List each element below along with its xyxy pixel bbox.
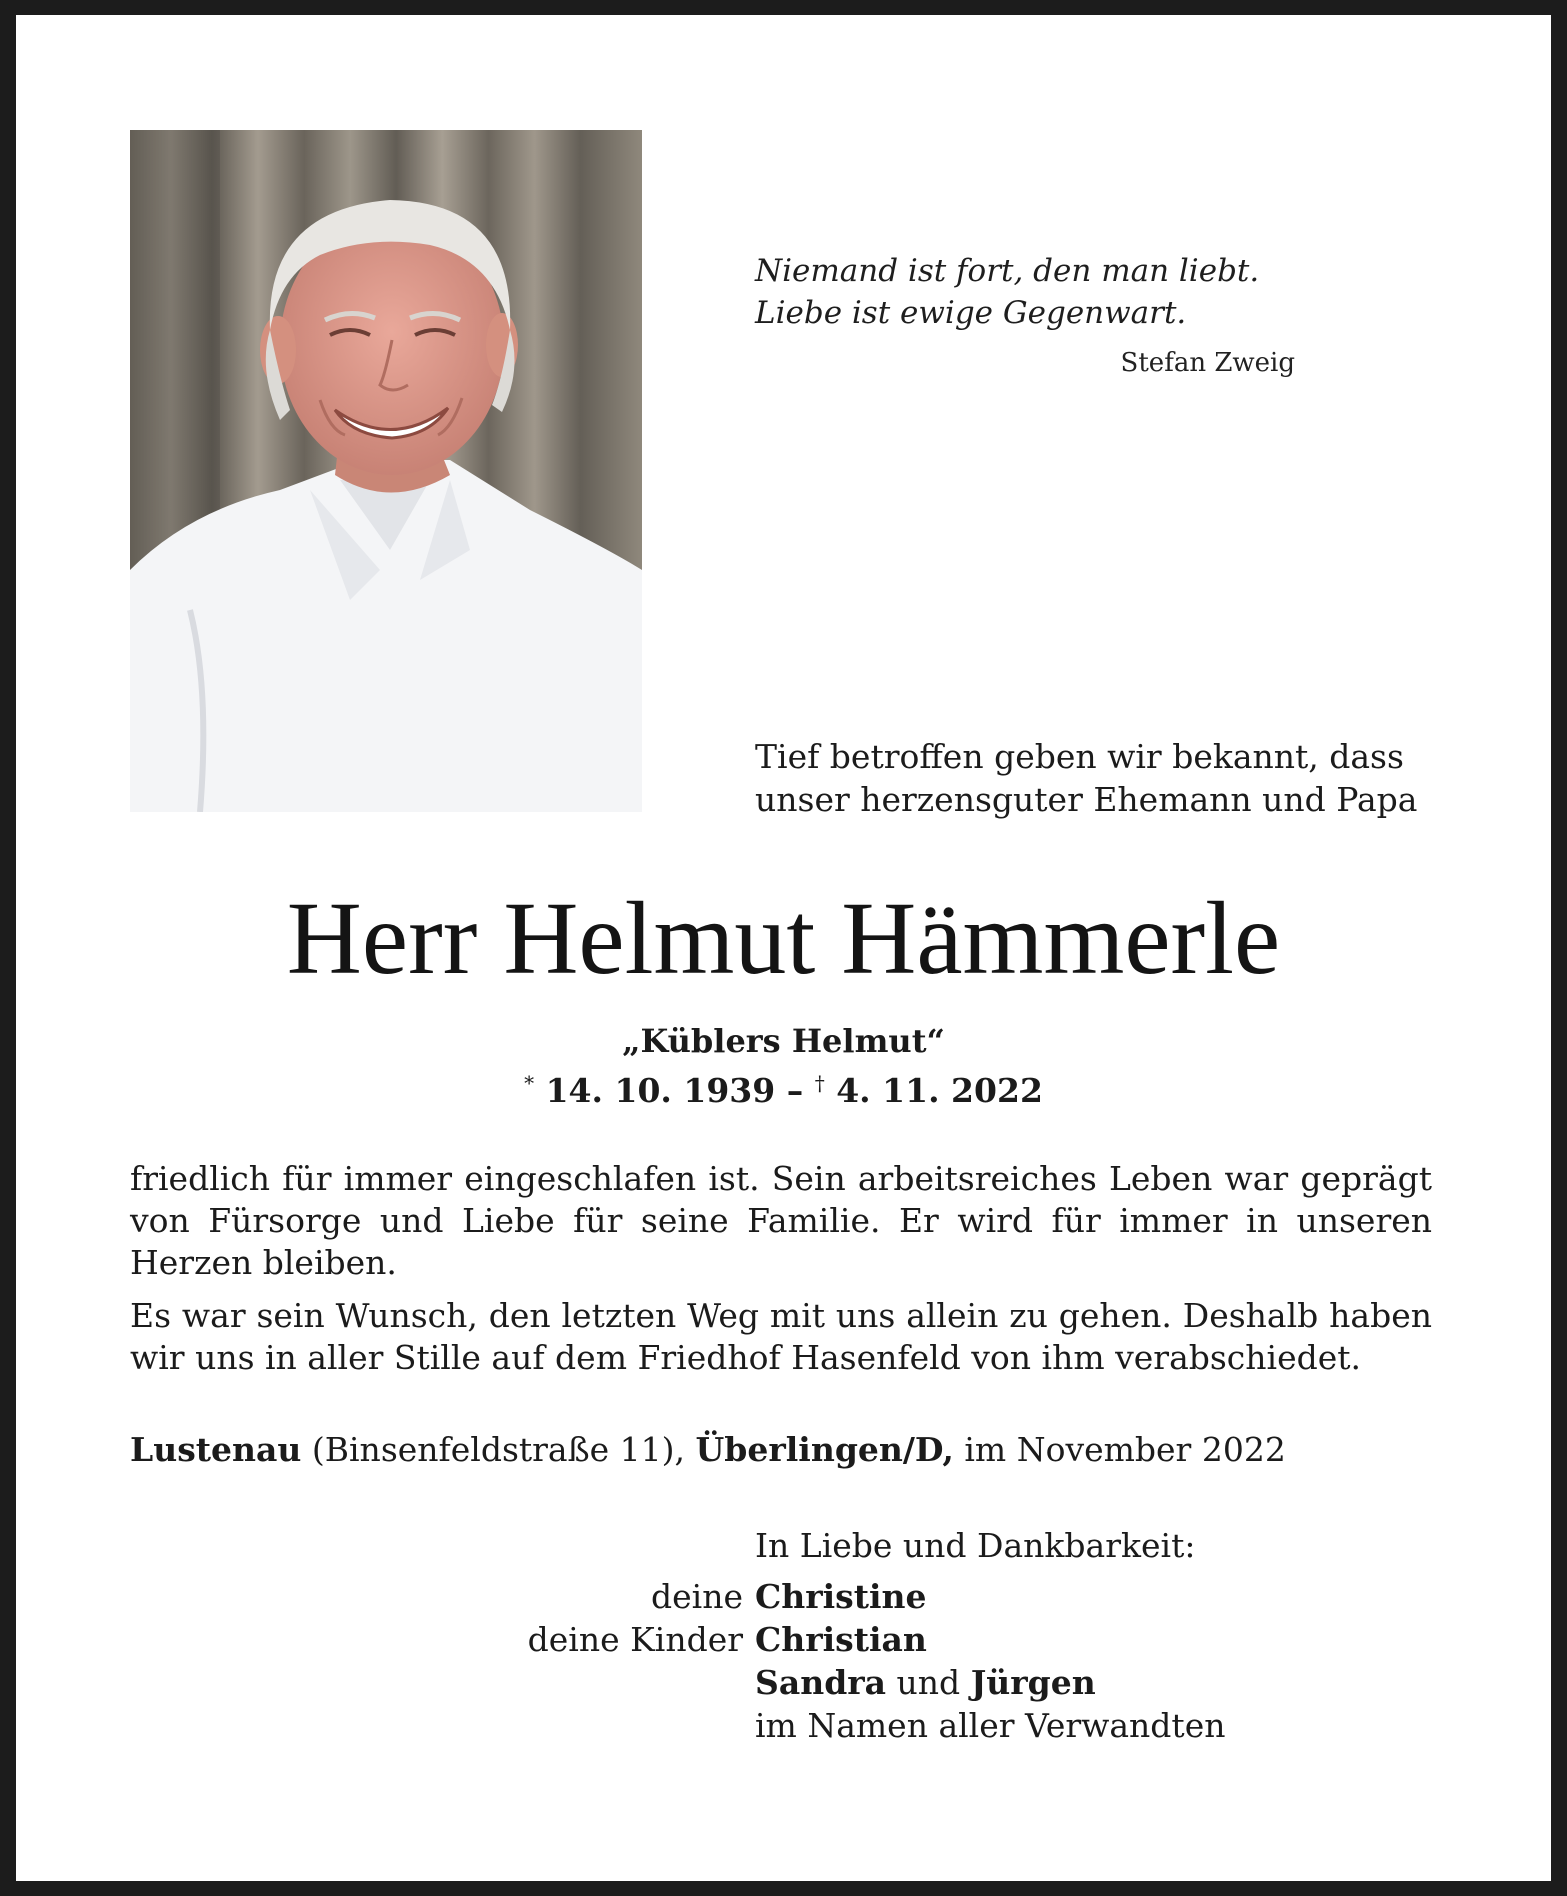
name-sandra: Sandra [755, 1663, 887, 1702]
death-symbol: † [814, 1071, 825, 1095]
month-year: im November 2022 [953, 1430, 1286, 1469]
signature-heading: In Liebe und Dankbarkeit: [755, 1526, 1196, 1565]
birth-date: 14. 10. 1939 [545, 1071, 776, 1110]
deceased-nickname: „Küblers Helmut“ [622, 1022, 945, 1060]
intro-line-2: unser herzensguter Ehemann und Papa [755, 780, 1418, 819]
obituary-card [16, 15, 1551, 1881]
quote-line-2: Liebe ist ewige Gegenwart. [755, 295, 1187, 331]
birth-symbol: * [524, 1071, 535, 1095]
quote-line-1: Niemand ist fort, den man liebt. [755, 253, 1260, 289]
name-christine: Christine [755, 1577, 927, 1616]
portrait-image [130, 130, 642, 812]
relations-column [356, 1575, 743, 1661]
town-lustenau: Lustenau [130, 1430, 302, 1469]
quote [755, 250, 1295, 334]
place-and-date [130, 1429, 1432, 1471]
relation-wife: deine [651, 1577, 743, 1616]
mourners-names [755, 1575, 1225, 1747]
quote-author: Stefan Zweig [1120, 348, 1295, 378]
name-christian: Christian [755, 1620, 927, 1659]
life-dates [16, 1061, 1551, 1113]
deceased-name: Herr Helmut Hämmerle [286, 881, 1281, 996]
body-paragraph-2: Es war sein Wunsch, den letzten Weg mit uns allein zu gehen. Deshalb haben wir uns in aller Stille auf dem Friedhof Hasenfeld von ihm verabschiedet. [130, 1296, 1432, 1377]
name-juergen: Jürgen [970, 1663, 1096, 1702]
death-date: 4. 11. 2022 [836, 1071, 1043, 1110]
intro-line-1: Tief betroffen geben wir bekannt, dass [755, 737, 1404, 776]
date-separator: – [775, 1071, 815, 1110]
portrait-photo [130, 130, 642, 812]
closing-line: im Namen aller Verwandten [755, 1706, 1226, 1745]
town-ueberlingen: Überlingen/D, [695, 1430, 954, 1469]
relation-children: deine Kinder [527, 1620, 743, 1659]
conjunction-und: und [886, 1663, 971, 1702]
announcement-intro [755, 735, 1455, 821]
body-paragraph-1: friedlich für immer eingeschlafen ist. Sein arbeitsreiches Leben war geprägt von Fürsorge und Liebe für seine Familie. Er wird für immer in unseren Herzen bleiben. [130, 1159, 1432, 1282]
address: (Binsenfeldstraße 11), [301, 1430, 696, 1469]
